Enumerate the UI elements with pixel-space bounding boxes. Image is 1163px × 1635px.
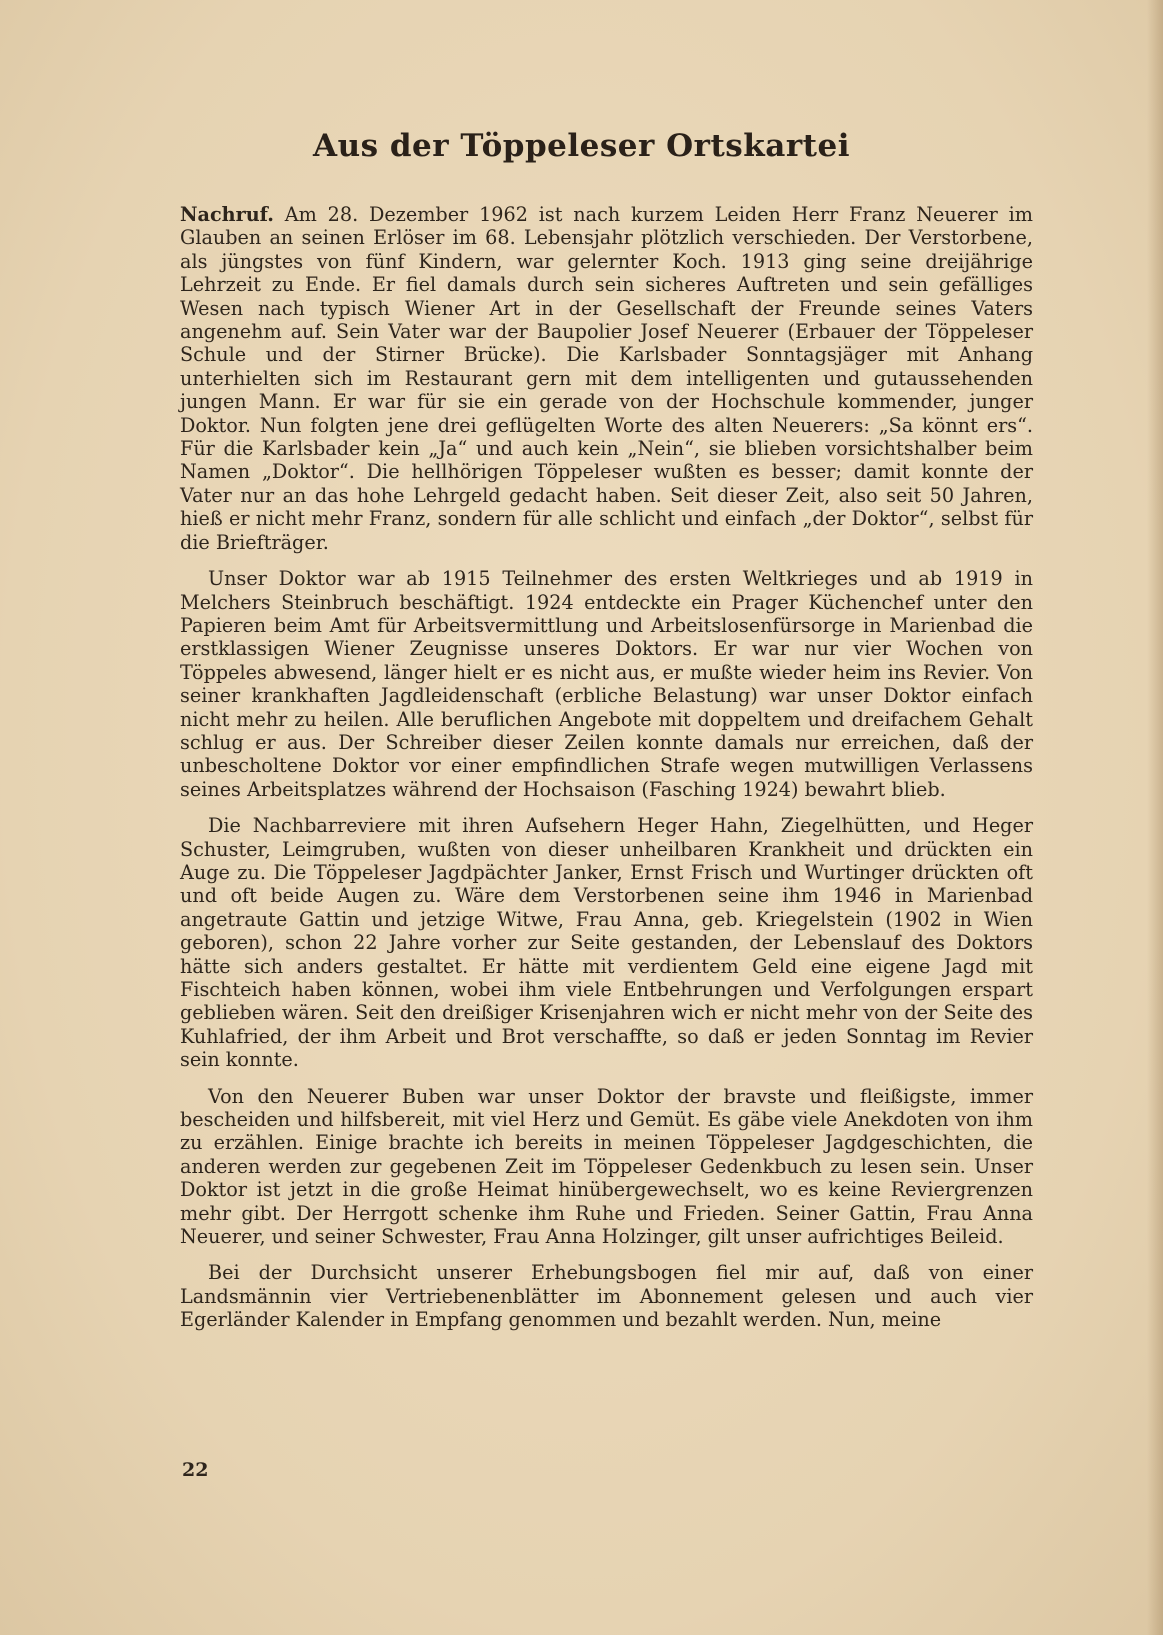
paragraph: Bei der Durchsicht unserer Erhebungsbogen fiel mir auf, daß von einer Landsmännin vier Vertriebenenblätter im Abonnement gelesen und auch vier Egerländer Kalender in Empfang genommen und bezahlt werden. Nun, meine: [180, 1261, 1033, 1332]
paragraph: Unser Doktor war ab 1915 Teilnehmer des ersten Weltkrieges und ab 1919 in Melchers Steinbruch beschäftigt. 1924 entdeckte ein Prager Küchenchef unter den Papieren beim Amt für Arbeitsvermittlung und Arbeitslosenfürsorge in Marienbad die erstklassigen Wiener Zeugnisse unseres Doktors. Er war nur vier Wochen von Töppeles abwesend, länger hielt er es nicht aus, er mußte wieder heim ins Revier. Von seiner krankhaften Jagdleidenschaft (erbliche Belastung) war unser Doktor einfach nicht mehr zu heilen. Alle beruflichen Angebote mit doppeltem und dreifachem Gehalt schlug er aus. Der Schreiber dieser Zeilen konnte damals nur erreichen, daß der unbescholtene Doktor vor einer empfindlichen Strafe wegen mutwilligen Verlassens seines Arbeitsplatzes während der Hochsaison (Fasching 1924) bewahrt blieb.: [180, 567, 1033, 801]
page-edge-shadow: [1147, 0, 1163, 1635]
article-body: [180, 203, 1033, 1345]
paragraph-text: Am 28. Dezember 1962 ist nach kurzem Leiden Herr Franz Neuerer im Glauben an seinen Erlöser im 68. Lebensjahr plötzlich verschieden. Der Verstorbene, als jüngstes von fünf Kindern, war gelernter Koch. 1913 ging seine dreijährige Lehrzeit zu Ende. Er fiel damals durch sein sicheres Auftreten und sein gefälliges Wesen nach typisch Wiener Art in der Gesellschaft der Freunde seines Vaters angenehm auf. Sein Vater war der Baupolier Josef Neuerer (Erbauer der Töppeleser Schule und der Stirner Brücke). Die Karlsbader Sonntagsjäger mit Anhang unterhielten sich im Restaurant gern mit dem intelligenten und gutaussehenden jungen Mann. Er war für sie ein gerade von der Hochschule kommender, junger Doktor. Nun folgten jene drei geflügelten Worte des alten Neuerers: „Sa könnt ers“. Für die Karlsbader kein „Ja“ und auch kein „Nein“, sie blieben vorsichtshalber beim Namen „Doktor“. Die hellhörigen Töppeleser wußten es besser; damit konnte der Vater nur an das hohe Lehrgeld gedacht haben. Seit dieser Zeit, also seit 50 Jahren, hieß er nicht mehr Franz, sondern für alle schlicht und einfach „der Doktor“, selbst für die Briefträger.: [180, 203, 1033, 554]
paragraph: Von den Neuerer Buben war unser Doktor der bravste und fleißigste, immer bescheiden und hilfsbereit, mit viel Herz und Gemüt. Es gäbe viele Anekdoten von ihm zu erzählen. Einige brachte ich bereits in meinen Töppeleser Jagdgeschichten, die anderen werden zur gegebenen Zeit im Töppeleser Gedenkbuch zu lesen sein. Unser Doktor ist jetzt in die große Heimat hinübergewechselt, wo es keine Reviergrenzen mehr gibt. Der Herrgott schenke ihm Ruhe und Frieden. Seiner Gattin, Frau Anna Neuerer, und seiner Schwester, Frau Anna Holzinger, gilt unser aufrichtiges Beileid.: [180, 1084, 1033, 1249]
page-title: Aus der Töppeleser Ortskartei: [313, 128, 850, 164]
paragraph: Die Nachbarreviere mit ihren Aufsehern Heger Hahn, Ziegelhütten, und Heger Schuster, Leimgruben, wußten von dieser unheilbaren Krankheit und drückten ein Auge zu. Die Töppeleser Jagdpächter Janker, Ernst Frisch und Wurtinger drückten oft und oft beide Augen zu. Wäre dem Verstorbenen seine ihm 1946 in Marienbad angetraute Gattin und jetzige Witwe, Frau Anna, geb. Kriegelstein (1902 in Wien geboren), schon 22 Jahre vorher zur Seite gestanden, der Lebenslauf des Doktors hätte sich anders gestaltet. Er hätte mit verdientem Geld eine eigene Jagd mit Fischteich haben können, wobei ihm viele Entbehrungen und Verfolgungen erspart geblieben wären. Seit den dreißiger Krisenjahren wich er nicht mehr von der Seite des Kuhlafried, der ihm Arbeit und Brot verschaffte, so daß er jeden Sonntag im Revier sein konnte.: [180, 814, 1033, 1072]
paragraph-nachruf: [180, 203, 1033, 554]
page-number: 22: [182, 1459, 209, 1481]
paragraph-lead: Nachruf.: [180, 203, 274, 226]
